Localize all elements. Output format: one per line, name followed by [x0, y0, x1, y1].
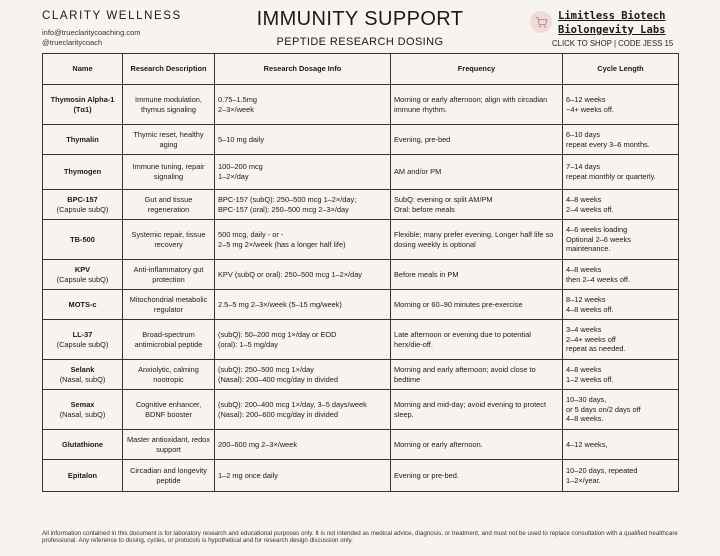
table-row	[43, 360, 679, 390]
cell-name	[43, 290, 123, 320]
cell-description: Broad-spectrum antimicrobial peptide	[123, 320, 215, 360]
peptide-route: (Nasal, subQ)	[59, 409, 106, 419]
cell-cycle: 10–30 days, or 5 days on/2 days off 4–8 weeks.	[563, 390, 679, 430]
cell-name	[43, 430, 123, 460]
cell-cycle: 4–8 weeks 1–2 weeks off.	[563, 360, 679, 390]
cell-frequency: Flexible; many prefer evening. Longer half life so dosing weekly is optional	[391, 220, 563, 260]
cell-description: Thymic reset, healthy aging	[123, 125, 215, 155]
cell-description: Mitochondrial metabolic regulator	[123, 290, 215, 320]
cell-cycle: 6–10 days repeat every 3–6 months.	[563, 125, 679, 155]
peptide-name: BPC-157	[67, 194, 98, 204]
cell-name	[43, 220, 123, 260]
cell-description: Cognitive enhancer, BDNF booster	[123, 390, 215, 430]
cell-dosage: 5–10 mg daily	[215, 125, 391, 155]
cell-name	[43, 460, 123, 492]
cell-name	[43, 320, 123, 360]
cell-cycle: 4–8 weeks then 2–4 weeks off.	[563, 260, 679, 290]
table-header-row	[43, 54, 679, 85]
cell-name	[43, 155, 123, 190]
table-row	[43, 390, 679, 430]
cell-frequency: Before meals in PM	[391, 260, 563, 290]
cell-dosage: 2.5–5 mg 2–3×/week (5–15 mg/week)	[215, 290, 391, 320]
cell-name	[43, 85, 123, 125]
cell-cycle: 3–4 weeks 2–4+ weeks off repeat as needed.	[563, 320, 679, 360]
peptide-name: TB-500	[70, 234, 95, 244]
shop-code[interactable]: CLICK TO SHOP | CODE JESS 15	[552, 39, 674, 48]
header-description: Research Description	[123, 54, 215, 85]
cart-icon[interactable]	[530, 11, 552, 33]
peptide-name: Thymosin Alpha-1 (Tα1)	[50, 94, 115, 114]
cell-cycle: 8–12 weeks 4–8 weeks off.	[563, 290, 679, 320]
cell-description: Anti-inflammatory gut protection	[123, 260, 215, 290]
table-row	[43, 155, 679, 190]
cell-description: Master antioxidant, redox support	[123, 430, 215, 460]
table-row	[43, 190, 679, 220]
cell-frequency: AM and/or PM	[391, 155, 563, 190]
cell-cycle: 10–20 days, repeated 1–2×/year.	[563, 460, 679, 492]
store-name-line2[interactable]: Biolongevity Labs	[558, 24, 666, 36]
cell-dosage: 500 mcg, daily - or - 2–5 mg 2×/week (has a longer half life)	[215, 220, 391, 260]
page-title: IMMUNITY SUPPORT	[256, 8, 464, 30]
cell-description: Gut and tissue regeneration	[123, 190, 215, 220]
cell-description: Immune tuning, repair signaling	[123, 155, 215, 190]
cell-frequency: Morning and early afternoon; avoid close to bedtime	[391, 360, 563, 390]
table-row	[43, 85, 679, 125]
table-row	[43, 220, 679, 260]
cell-frequency: Evening, pre-bed	[391, 125, 563, 155]
cell-cycle: 7–14 days repeat monthly or quarterly.	[563, 155, 679, 190]
peptide-name: Thymogen	[63, 167, 102, 177]
header-name: Name	[43, 54, 123, 85]
peptide-route: (Capsule subQ)	[56, 274, 109, 284]
table-row	[43, 460, 679, 492]
cell-dosage: 100–200 mcg 1–2×/day	[215, 155, 391, 190]
peptide-name: Thymalin	[66, 134, 99, 144]
header-dosage: Research Dosage Info	[215, 54, 391, 85]
header-cycle: Cycle Length	[563, 54, 679, 85]
cell-name	[43, 390, 123, 430]
peptide-name: Selank	[70, 364, 95, 374]
table-row	[43, 125, 679, 155]
cell-description: Systemic repair, tissue recovery	[123, 220, 215, 260]
store-name-line1[interactable]: Limitless Biotech	[558, 10, 666, 22]
header-frequency: Frequency	[391, 54, 563, 85]
peptide-name: LL-37	[72, 329, 93, 339]
peptide-name: MOTS-c	[68, 299, 97, 309]
cell-name	[43, 260, 123, 290]
peptide-name: Semax	[70, 399, 95, 409]
brand-name: CLARITY WELLNESS	[42, 10, 182, 22]
cell-dosage: (subQ): 250–500 mcg 1×/day (Nasal): 200–400 mcg/day in divided	[215, 360, 391, 390]
cell-frequency: Evening or pre-bed.	[391, 460, 563, 492]
cell-frequency: Morning or early afternoon.	[391, 430, 563, 460]
cell-cycle: 4–8 weeks 2–4 weeks off.	[563, 190, 679, 220]
cell-description: Immune modulation, thymus signaling	[123, 85, 215, 125]
cell-frequency: SubQ: evening or split AM/PM Oral: before meals	[391, 190, 563, 220]
shop-link[interactable]	[530, 9, 690, 48]
cell-description: Circadian and longevity peptide	[123, 460, 215, 492]
cell-description: Anxiolytic, calming nootropic	[123, 360, 215, 390]
peptide-route: (Capsule subQ)	[56, 339, 109, 349]
peptide-route: (Nasal, subQ)	[59, 374, 106, 384]
cell-dosage: 0.75–1.5mg 2–3×/week	[215, 85, 391, 125]
peptide-name: KPV	[74, 264, 91, 274]
table-row	[43, 260, 679, 290]
table-row	[43, 290, 679, 320]
table-row	[43, 430, 679, 460]
peptide-route: (Capsule subQ)	[56, 204, 109, 214]
peptide-name: Epitalon	[67, 470, 98, 480]
table-row	[43, 320, 679, 360]
cell-dosage: 1–2 mg once daily	[215, 460, 391, 492]
contact-email[interactable]: info@trueclaritycoaching.com	[42, 28, 141, 37]
cell-name	[43, 190, 123, 220]
cell-dosage: (subQ): 50–200 mcg 1×/day or EOD (oral): 1–5 mg/day	[215, 320, 391, 360]
cell-name	[43, 125, 123, 155]
page-subtitle: PEPTIDE RESEARCH DOSING	[276, 36, 444, 48]
cell-frequency: Morning and mid-day; avoid evening to protect sleep.	[391, 390, 563, 430]
cell-frequency: Late afternoon or evening due to potential herx/die-off.	[391, 320, 563, 360]
contact-handle[interactable]: @trueclaritycoach	[42, 38, 103, 47]
cell-dosage: KPV (subQ or oral): 250–500 mcg 1–2×/day	[215, 260, 391, 290]
cell-name	[43, 360, 123, 390]
disclaimer: All information contained in this document is for laboratory research and educational purposes only. It is not intended as medical advice, diagnosis, or treatment, and must not be used to replace consultation with a qualified healthcare professional. Any reference to dosing, cycles, or protocols is hypothetical and for research design discussion only.	[42, 530, 678, 545]
peptide-name: Glutathione	[61, 439, 104, 449]
cell-cycle: 4–6 weeks loading Optional 2–6 weeks maintenance.	[563, 220, 679, 260]
dosing-table	[42, 53, 679, 492]
cell-cycle: 6–12 weeks ~4+ weeks off.	[563, 85, 679, 125]
cell-dosage: 200–600 mg 2–3×/week	[215, 430, 391, 460]
cell-frequency: Morning or early afternoon; align with circadian immune rhythm.	[391, 85, 563, 125]
cell-dosage: (subQ): 200–400 mcg 1×/day, 3–5 days/week (Nasal): 200–600 mcg/day in divided	[215, 390, 391, 430]
brand-block	[42, 10, 182, 48]
cell-frequency: Morning or 60–90 minutes pre-exercise	[391, 290, 563, 320]
cell-cycle: 4–12 weeks,	[563, 430, 679, 460]
cell-dosage: BPC-157 (subQ): 250–500 mcg 1–2×/day; BPC-157 (oral): 250–500 mcg 2–3×/day	[215, 190, 391, 220]
